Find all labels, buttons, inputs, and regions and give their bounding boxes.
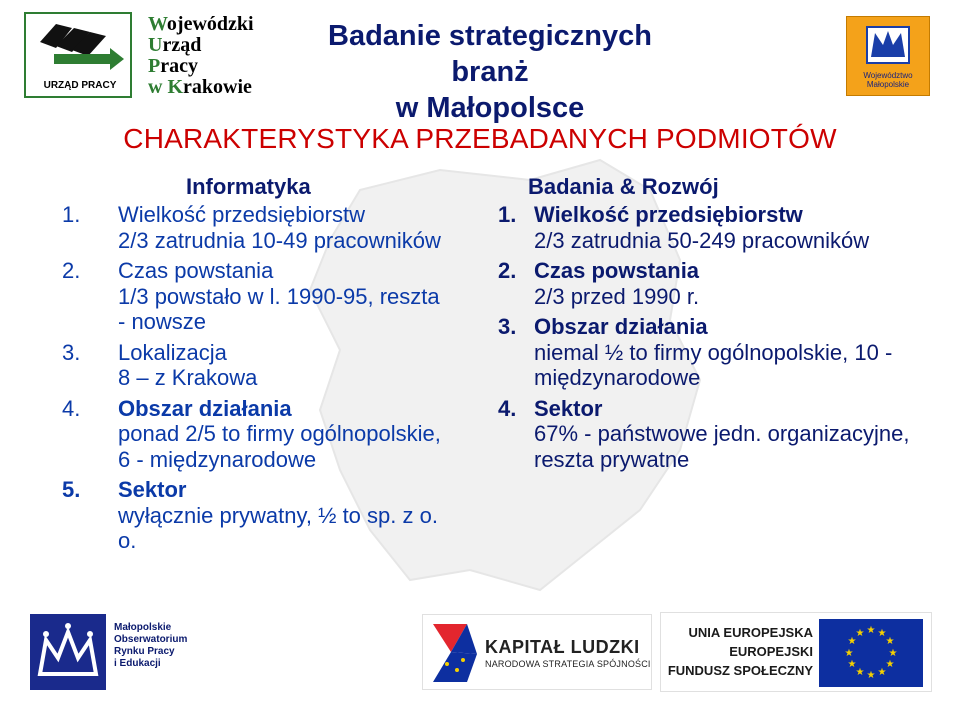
svg-text:★: ★ xyxy=(866,625,876,636)
item-desc: 67% - państwowe jedn. organizacyjne, reszta prywatne xyxy=(534,421,910,472)
svg-text:★: ★ xyxy=(888,648,898,659)
list-item: 3. Obszar działania niemal ½ to firmy ogólnopolskie, 10 - międzynarodowe xyxy=(498,314,938,391)
kapital-ludzki-logo xyxy=(422,614,652,690)
mo-logo xyxy=(30,614,194,690)
crown-chart-icon xyxy=(30,614,106,690)
svg-text:★: ★ xyxy=(855,667,865,678)
list-item: 5. Sektor wyłącznie prywatny, ½ to sp. z o. o. xyxy=(62,477,442,554)
eu-logo-text: UNIA EUROPEJSKA EUROPEJSKI FUNDUSZ SPOŁECZNY xyxy=(667,625,813,678)
svg-text:★: ★ xyxy=(847,659,857,670)
eu-flag xyxy=(819,619,923,687)
right-column-heading: Badania & Rozwój xyxy=(528,174,719,199)
wup-line-1: Wojewódzki xyxy=(148,13,254,35)
list-item: 1. Wielkość przedsiębiorstw 2/3 zatrudnia 10-49 pracowników xyxy=(62,202,441,253)
title-line-1: Badanie strategicznych branż xyxy=(328,20,652,88)
item-title: Obszar działania xyxy=(118,395,292,421)
list-item: 4. Sektor 67% - państwowe jedn. organizacyjne, reszta prywatne xyxy=(498,396,938,473)
item-desc: wyłącznie prywatny, ½ to sp. z o. o. xyxy=(118,502,438,553)
wup-line-3: Pracy xyxy=(148,55,198,77)
malopolska-logo-caption: Województwo Małopolskie xyxy=(863,71,913,89)
item-title: Czas powstania xyxy=(118,258,274,283)
item-desc: 2/3 zatrudnia 50-249 pracowników xyxy=(534,227,870,253)
wup-logo-caption: URZĄD PRACY xyxy=(43,80,117,91)
svg-text:★: ★ xyxy=(847,636,857,647)
kl-title: KAPITAŁ LUDZKI xyxy=(485,637,640,657)
svg-text:★: ★ xyxy=(885,636,895,647)
page-title xyxy=(300,18,680,126)
svg-text:★: ★ xyxy=(877,628,887,639)
item-title: Wielkość przedsiębiorstw xyxy=(534,202,803,227)
title-line-2: w Małopolsce xyxy=(395,92,585,124)
list-item: 2. Czas powstania 2/3 przed 1990 r. xyxy=(498,258,938,309)
list-item: 1. Wielkość przedsiębiorstw 2/3 zatrudnia 50-249 pracowników xyxy=(498,202,938,253)
item-desc: 2/3 przed 1990 r. xyxy=(534,283,700,309)
kl-emblem-icon xyxy=(427,618,483,688)
list-item: 4. Obszar działania ponad 2/5 to firmy ogólnopolskie, 6 - międzynarodowe xyxy=(62,395,441,472)
list-item: 2. Czas powstania 1/3 powstało w l. 1990-95, reszta - nowsze xyxy=(62,258,442,335)
svg-text:★: ★ xyxy=(866,670,876,681)
left-column-list xyxy=(62,202,442,559)
svg-text:★: ★ xyxy=(885,659,895,670)
malopolska-logo xyxy=(846,16,930,96)
item-title: Lokalizacja xyxy=(118,339,227,365)
section-title: CHARAKTERYSTYKA PRZEBADANYCH PODMIOTÓW xyxy=(123,123,837,154)
briefcases-icon xyxy=(26,14,130,74)
wup-krakow-logo xyxy=(24,12,254,100)
svg-text:★: ★ xyxy=(855,628,865,639)
malopolska-emblem-icon xyxy=(847,17,929,73)
item-title: Sektor xyxy=(118,477,187,502)
wup-line-2: Urząd xyxy=(148,34,202,56)
item-desc: 8 – z Krakowa xyxy=(118,365,258,390)
eu-stars-icon xyxy=(819,619,923,687)
kl-subtitle: NARODOWA STRATEGIA SPÓJNOŚCI xyxy=(485,659,651,669)
item-title: Wielkość przedsiębiorstw xyxy=(118,202,365,227)
item-title: Obszar działania xyxy=(534,314,708,339)
item-desc: niemal ½ to firmy ogólnopolskie, 10 - międzynarodowe xyxy=(534,339,893,390)
wup-logo-text xyxy=(148,14,254,98)
left-column-heading: Informatyka xyxy=(186,174,311,199)
item-title: Sektor xyxy=(534,395,603,421)
item-desc: 1/3 powstało w l. 1990-95, reszta - nowsze xyxy=(118,283,440,334)
right-column-list xyxy=(498,202,938,477)
mo-emblem xyxy=(30,614,106,690)
svg-text:★: ★ xyxy=(877,667,887,678)
item-desc: 2/3 zatrudnia 10-49 pracowników xyxy=(118,227,441,253)
item-desc: ponad 2/5 to firmy ogólnopolskie, 6 - międzynarodowe xyxy=(118,421,441,472)
wup-line-4: w Krakowie xyxy=(148,76,252,98)
list-item: 3. Lokalizacja 8 – z Krakowa xyxy=(62,340,442,391)
svg-text:★: ★ xyxy=(844,648,854,659)
wup-logo-emblem xyxy=(24,12,132,98)
mo-logo-text: Małopolskie Obserwatorium Rynku Pracy i Edukacji xyxy=(114,622,188,669)
eu-logo xyxy=(660,612,932,692)
item-title: Czas powstania xyxy=(534,258,700,283)
